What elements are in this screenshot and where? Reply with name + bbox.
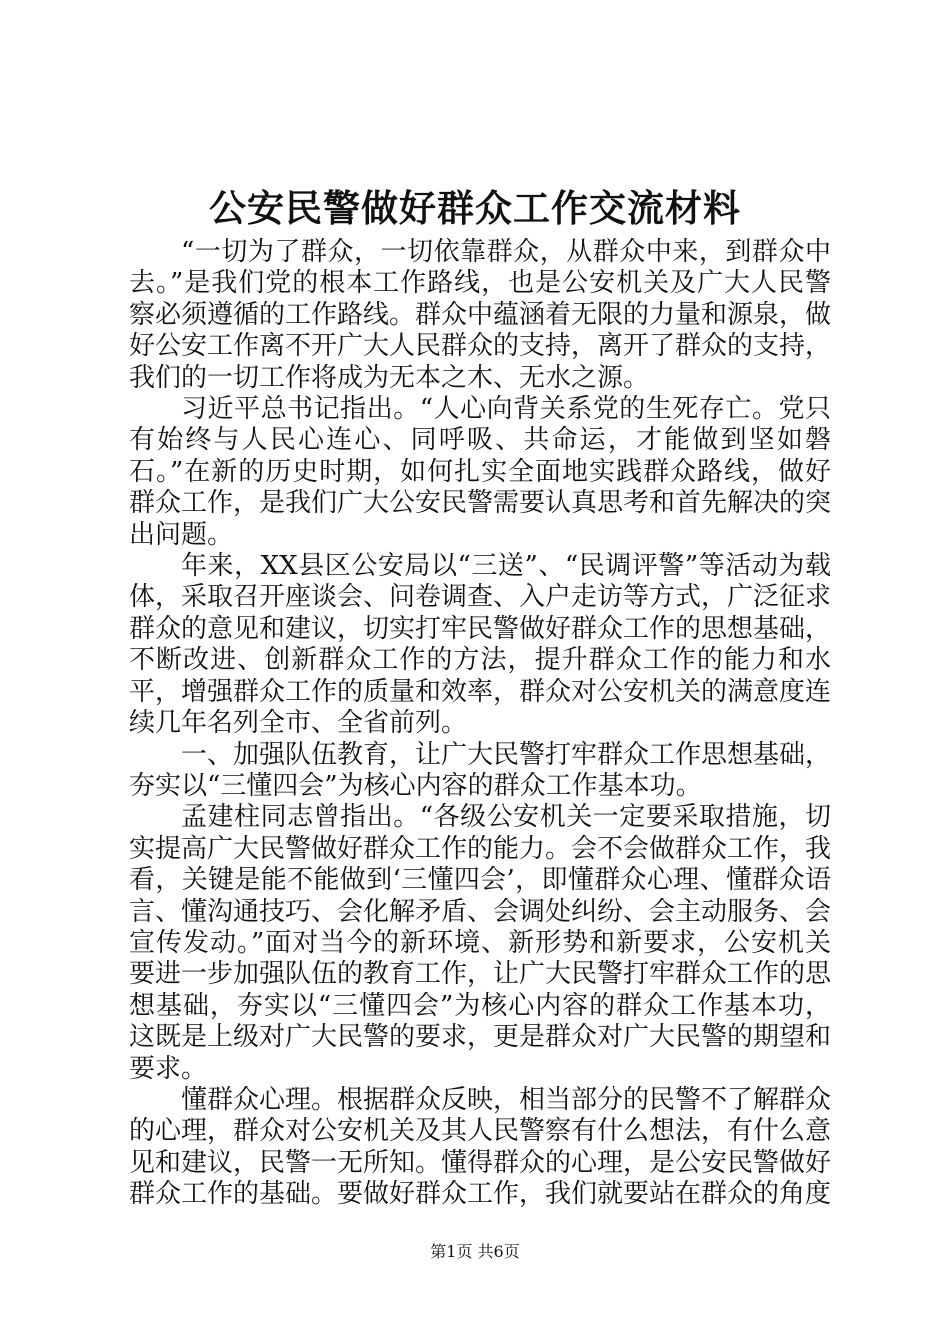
paragraph: 孟建柱同志曾指出。“各级公安机关一定要采取措施，切实提高广大民警做好群众工作的能力。会不会做群众工作，我看，关键是能不能做到‘三懂四会’，即懂群众心理、懂群众语言、懂沟通技巧、会化解矛盾、会调处纠纷、会主动服务、会宣传发动。”面对当今的新环境、新形势和新要求，公安机关要进一步加强队伍的教育工作，让广大民警打牢群众工作的思想基础，夯实以“三懂四会”为核心内容的群众工作基本功，这既是上级对广大民警的要求，更是群众对广大民警的期望和要求。: [129, 802, 832, 1084]
paragraph: 年来，XX县区公安局以“三送”、“民调评警”等活动为载体，采取召开座谈会、问卷调查、入户走访等方式，广泛征求群众的意见和建议，切实打牢民警做好群众工作的思想基础，不断改进、创新群众工作的方法，提升群众工作的能力和水平，增强群众工作的质量和效率，群众对公安机关的满意度连续几年名列全市、全省前列。: [129, 551, 832, 739]
paragraph: 懂群众心理。根据群众反映，相当部分的民警不了解群众的心理，群众对公安机关及其人民警察有什么想法，有什么意见和建议，民警一无所知。懂得群众的心理，是公安民警做好群众工作的基础。要做好群众工作，我们就要站在群众的角度: [129, 1084, 832, 1210]
page-footer: 第1页 共6页: [430, 1242, 520, 1261]
paragraph: 习近平总书记指出。“人心向背关系党的生死存亡。党只有始终与人民心连心、同呼吸、共命运，才能做到坚如磐石。”在新的历史时期，如何扎实全面地实践群众路线，做好群众工作，是我们广大公安民警需要认真思考和首先解决的突出问题。: [129, 394, 832, 550]
paragraph: 一、加强队伍教育，让广大民警打牢群众工作思想基础，夯实以“三懂四会”为核心内容的群众工作基本功。: [129, 739, 832, 801]
document-body: [129, 237, 831, 1211]
paragraph: “一切为了群众，一切依靠群众，从群众中来，到群众中去。”是我们党的根本工作路线，也是公安机关及广大人民警察必须遵循的工作路线。群众中蕴涵着无限的力量和源泉，做好公安工作离不开广大人民群众的支持，离开了群众的支持，我们的一切工作将成为无本之木、无水之源。: [129, 237, 832, 393]
document-title: 公安民警做好群众工作交流材料: [209, 186, 741, 230]
